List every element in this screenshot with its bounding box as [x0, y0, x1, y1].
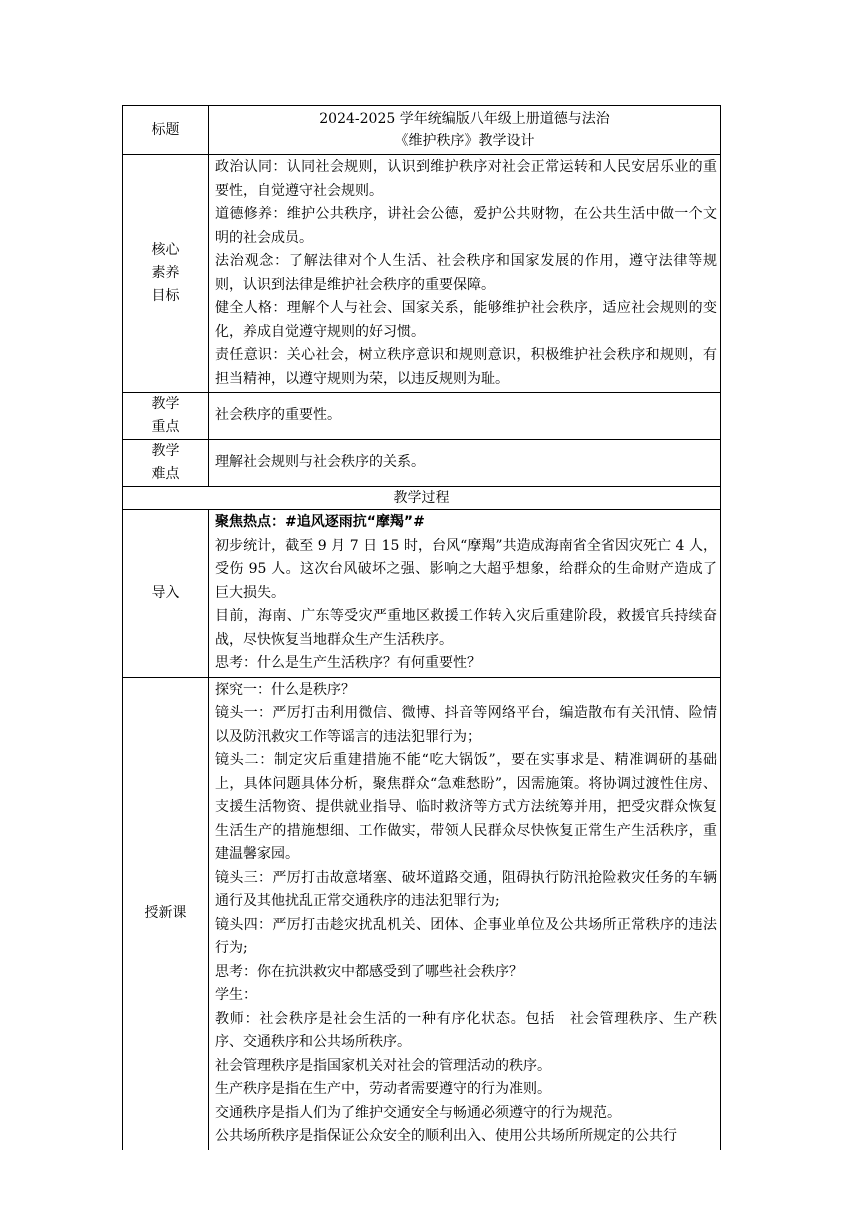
core-goals-label: 核心 素养 目标: [123, 155, 209, 393]
process-header-row: [123, 487, 721, 510]
lesson-paragraph: 镜头三：严厉打击故意堵塞、破坏道路交通，阻碍执行防汛抢险救灾任务的车辆通行及其他扰乱正常交通秩序的违法犯罪行为;: [215, 869, 717, 909]
intro-content: [209, 510, 721, 678]
new-lesson-label: 授新课: [123, 677, 209, 1150]
lesson-paragraph: 生产秩序是指在生产中，劳动者需要遵守的行为准则。: [215, 1081, 551, 1097]
lesson-paragraph: 公共场所秩序是指保证公众安全的顺利出入、使用公共场所所规定的公共行: [215, 1128, 677, 1144]
difficult-point-label: 教学 难点: [123, 440, 209, 487]
core-goals-content: [209, 155, 721, 393]
difficult-point-text: 理解社会规则与社会秩序的关系。: [209, 440, 721, 487]
lesson-paragraph: 思考：你在抗洪救灾中都感受到了哪些社会秩序？: [215, 963, 523, 980]
goal-responsibility: 责任意识：关心社会，树立秩序意识和规则意识，积极维护社会秩序和规则，有担当精神，以遵守规则为荣，以违反规则为耻。: [215, 347, 717, 387]
new-lesson-row: [123, 677, 721, 1150]
lesson-plan-document: [122, 105, 720, 1150]
lesson-paragraph: 学生：: [215, 987, 257, 1003]
new-lesson-content: [209, 677, 721, 1150]
lesson-paragraph: 镜头四：严厉打击趁灾扰乱机关、团体、企事业单位及公共场所正常秩序的违法行为;: [215, 916, 717, 956]
key-point-text: 社会秩序的重要性。: [209, 393, 721, 440]
key-point-label: 教学 重点: [123, 393, 209, 440]
title-label: 标题: [123, 106, 209, 155]
lesson-paragraph: 镜头二：制定灾后重建措施不能“吃大锅饭”，要在实事求是、精准调研的基础上，具体问题具体分析，聚焦群众“急难愁盼”，因需施策。将协调过渡性住房、支援生活物资、提供就业指导、临时救济等方式方法统筹并用，把受灾群众恢复生活生产的措施想细、工作做实，带领人民群众尽快恢复正常生产生活秩序，重建温馨家园。: [215, 752, 717, 862]
intro-paragraph: 初步统计，截至 9 月 7 日 15 时，台风“摩羯”共造成海南省全省因灾死亡 4 人，受伤 95 人。这次台风破坏之强、影响之大超乎想象，给群众的生命财产造成了巨大损失。: [215, 537, 717, 601]
lesson-paragraph: 镜头一：严厉打击利用微信、微博、抖音等网络平台，编造散布有关汛情、险情以及防汛救灾工作等谣言的违法犯罪行为；: [215, 705, 717, 745]
intro-question: 思考：什么是生产生活秩序？有何重要性？: [215, 655, 481, 671]
goal-political: 政治认同：认同社会规则，认识到维护秩序对社会正常运转和人民安居乐业的重要性，自觉遵守社会规则。: [215, 159, 717, 199]
lesson-paragraph: 教师：社会秩序是社会生活的一种有序化状态。包括 社会管理秩序、生产秩序、交通秩序和公共场所秩序。: [215, 1010, 717, 1050]
core-goals-row: [123, 155, 721, 393]
title-row: [123, 106, 721, 155]
difficult-point-row: [123, 440, 721, 487]
lesson-paragraph: 探究一：什么是秩序？: [215, 681, 355, 698]
intro-row: [123, 510, 721, 678]
title-line-1: 2024-2025 学年统编版八年级上册道德与法治: [319, 111, 610, 127]
lesson-paragraph: 社会管理秩序是指国家机关对社会的管理活动的秩序。: [215, 1057, 551, 1074]
key-point-row: [123, 393, 721, 440]
goal-moral: 道德修养：维护公共秩序，讲社会公德，爱护公共财物，在公共生活中做一个文明的社会成员。: [215, 206, 717, 246]
process-header: 教学过程: [123, 487, 721, 510]
intro-paragraph: 目前，海南、广东等受灾严重地区救援工作转入灾后重建阶段，救援官兵持续奋战，尽快恢复当地群众生产生活秩序。: [215, 608, 717, 648]
intro-label: 导入: [123, 510, 209, 678]
document-title: [209, 106, 721, 155]
lesson-paragraph: 交通秩序是指人们为了维护交通安全与畅通必须遵守的行为规范。: [215, 1104, 621, 1121]
goal-law: 法治观念：了解法律对个人生活、社会秩序和国家发展的作用，遵守法律等规则，认识到法律是维护社会秩序的重要保障。: [215, 253, 717, 293]
lesson-plan-table: [122, 105, 721, 1150]
goal-personality: 健全人格：理解个人与社会、国家关系，能够维护社会秩序，适应社会规则的变化，养成自觉遵守规则的好习惯。: [215, 300, 717, 340]
intro-heading: 聚焦热点：#追风逐雨抗“摩羯”#: [215, 514, 425, 530]
title-line-2: 《维护秩序》教学设计: [394, 133, 535, 149]
